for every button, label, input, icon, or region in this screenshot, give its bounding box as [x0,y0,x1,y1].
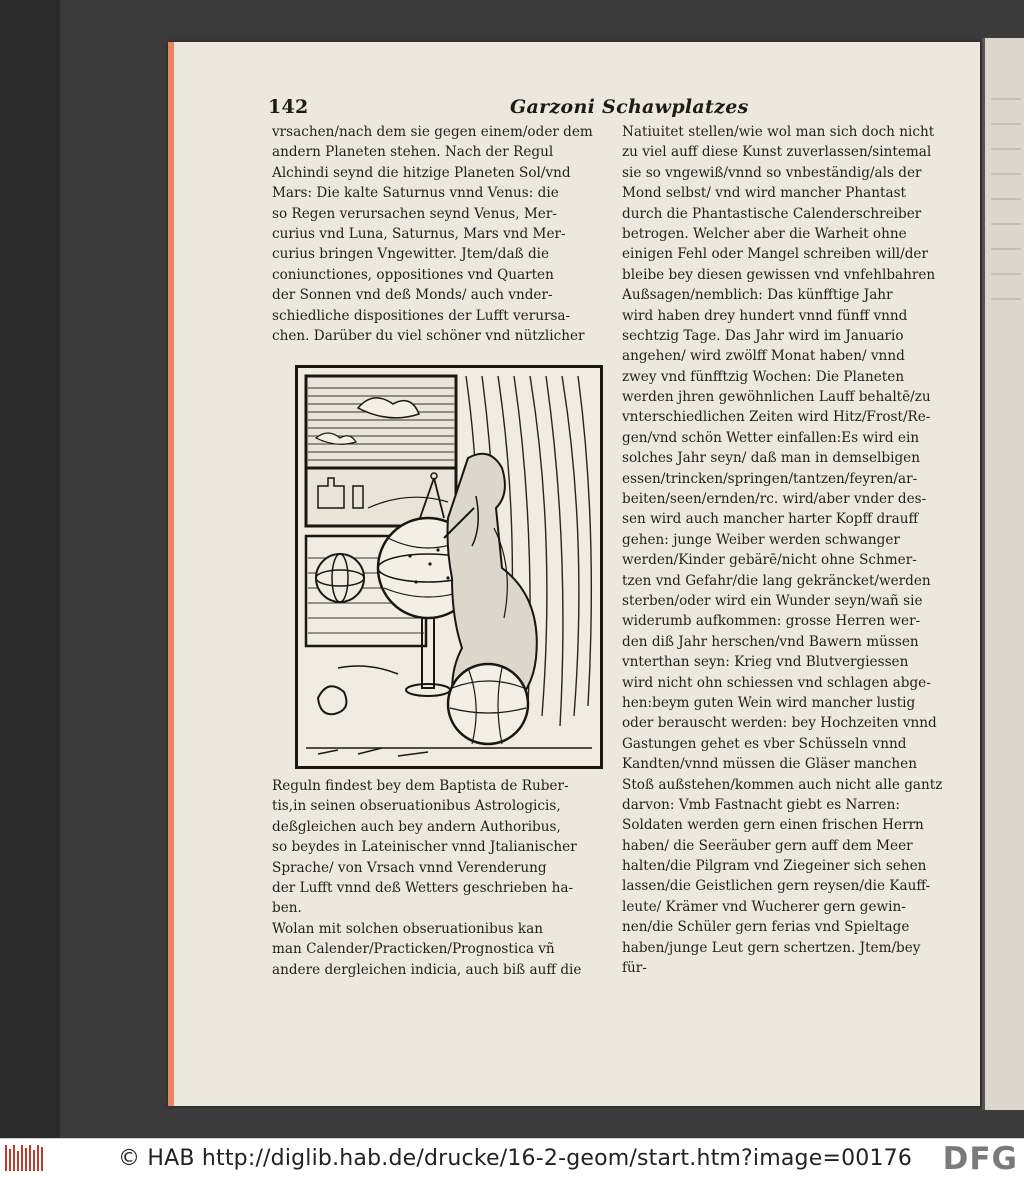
text-line: man Calender/Practicken/Prognostica vñ [272,941,555,958]
footer-bar [0,1138,1024,1178]
text-line: Natiuitet stellen/wie wol man sich doch nicht [622,124,935,140]
text-line: wird haben drey hundert vnnd fünff vnnd [622,307,908,324]
text-line: sie so vngewiß/vnnd so vnbeständig/als der [622,164,922,181]
text-line: Stoß außstehen/kommen auch nicht alle gantz [622,776,943,793]
text-line: angehen/ wird zwölff Monat haben/ vnnd [622,348,905,365]
text-line: bleibe bey diesen gewissen vnd vnfehlbahren [622,266,936,283]
text-line: den diß Jahr herschen/vnd Bawern müssen [622,633,919,650]
text-line: so Regen verursachen seynd Venus, Mer- [272,205,557,222]
text-line: Außsagen/nemblich: Das künfftige Jahr [622,287,893,304]
running-head: Garzoni Schawplatzes [510,96,749,118]
page-edge [168,42,174,1106]
scanner-margin [0,0,60,1138]
text-line: gehen: junge Weiber werden schwanger [622,531,900,548]
text-line: coniunctiones, oppositiones vnd Quarten [272,266,554,283]
text-line: sterben/oder wird ein Wunder seyn/wañ sie [622,592,923,609]
text-line: Alchindi seynd die hitzige Planeten Sol/vnd [272,164,571,181]
text-line: schiedliche dispositiones der Lufft verursa- [272,307,571,324]
book-page [168,42,980,1106]
text-line: zu viel auff diese Kunst zuverlassen/sintemal [622,144,932,161]
text-line: leute/ Krämer vnd Wucherer gern gewin- [622,898,906,915]
text-line: deßgleichen auch bey andern Authoribus, [272,818,561,835]
text-line: der Lufft vnnd deß Wetters geschrieben ha- [272,879,574,896]
text-line: chen. Darüber du viel schöner vnd nützlicher [272,327,585,344]
text-line: lassen/die Geistlichen gern reysen/die Kauff- [622,878,931,895]
text-line: hen:beym guten Wein wird mancher lustig [622,694,916,711]
barcode-logo-icon [4,1143,44,1173]
text-line: sen wird auch mancher harter Kopff drauff [622,511,919,528]
astronomer-woodcut-icon [298,368,600,766]
text-line: beiten/seen/ernden/rc. wird/aber vnder des- [622,491,927,508]
text-line: werden/Kinder gebärē/nicht ohne Schmer- [622,552,917,569]
text-line: essen/trincken/springen/tantzen/feyren/ar- [622,470,918,487]
text-line: widerumb aufkommen: grosse Herren wer- [622,613,921,630]
text-line: nen/die Schüler gern ferias vnd Spieltage [622,919,910,936]
text-line: Gastungen gehet es vber Schüsseln vnnd [622,735,907,752]
text-line: tzen vnd Gefahr/die lang gekräncket/werden [622,572,931,589]
text-line: vrsachen/nach dem sie gegen einem/oder dem [272,124,593,140]
text-line: andern Planeten stehen. Nach der Regul [272,144,554,161]
text-line: andere dergleichen indicia, auch biß auff die [272,961,582,978]
text-line: curius bringen Vngewitter. Jtem/daß die [272,246,550,263]
text-line: vnterschiedlichen Zeiten wird Hitz/Frost/Re- [622,409,931,426]
text-line: ben. [272,900,302,917]
text-line: sechtzig Tage. Das Jahr wird im Januario [622,327,904,344]
text-line: gen/vnd schön Wetter einfallen:Es wird ein [622,429,920,446]
text-line: darvon: Vmb Fastnacht giebt es Narren: [622,796,900,813]
text-line: der Sonnen vnd deß Monds/ auch vnder- [272,287,553,304]
text-line: tis,in seinen obseruationibus Astrologicis, [272,798,561,815]
text-line: curius vnd Luna, Saturnus, Mars vnd Mer- [272,225,566,242]
text-line: Mars: Die kalte Saturnus vnnd Venus: die [272,185,559,202]
text-line: haben/junge Leut gern schertzen. Jtem/bey [622,939,921,956]
text-line: Kandten/vnnd müssen die Gläser manchen [622,756,917,773]
source-link[interactable]: © HAB http://diglib.hab.de/drucke/16-2-geom/start.htm?image=00176 [118,1146,913,1171]
catchword: für- [622,960,647,977]
next-page-edge [982,38,1024,1110]
woodcut-illustration-astronomer [295,365,603,769]
text-line: wird nicht ohn schiessen vnd schlagen abge- [622,674,931,691]
text-line: so beydes in Lateinischer vnnd Jtalianischer [272,839,577,856]
left-column-bottom [272,776,612,980]
text-line: Mond selbst/ vnd wird mancher Phantast [622,185,907,202]
text-line: Sprache/ von Vrsach vnnd Verenderung [272,859,547,876]
text-line: durch die Phantastische Calenderschreiber [622,205,922,222]
text-line: halten/die Pilgram vnd Ziegeiner sich sehen [622,858,927,875]
text-line: betrogen. Welcher aber die Warheit ohne [622,225,907,242]
text-line: Wolan mit solchen obseruationibus kan [272,920,543,937]
text-line: Reguln findest bey dem Baptista de Ruber- [272,778,569,794]
text-line: oder berauscht werden: bey Hochzeiten vnnd [622,715,937,732]
text-line: Soldaten werden gern einen frischen Herrn [622,817,924,834]
left-column-top [272,122,612,346]
right-column [622,122,952,978]
text-line: haben/ die Seeräuber gern auff dem Meer [622,837,913,854]
page-number: 142 [268,96,309,118]
text-line: solches Jahr seyn/ daß man in demselbigen [622,450,920,467]
text-line: zwey vnd fünfftzig Wochen: Die Planeten [622,368,905,385]
text-line: werden jhren gewöhnlichen Lauff behaltē/zu [622,389,931,406]
text-line: einigen Fehl oder Mangel schreiben will/der [622,246,928,263]
dfg-logo: DFG [942,1141,1018,1177]
text-line: vnterthan seyn: Krieg vnd Blutvergiessen [622,654,909,671]
